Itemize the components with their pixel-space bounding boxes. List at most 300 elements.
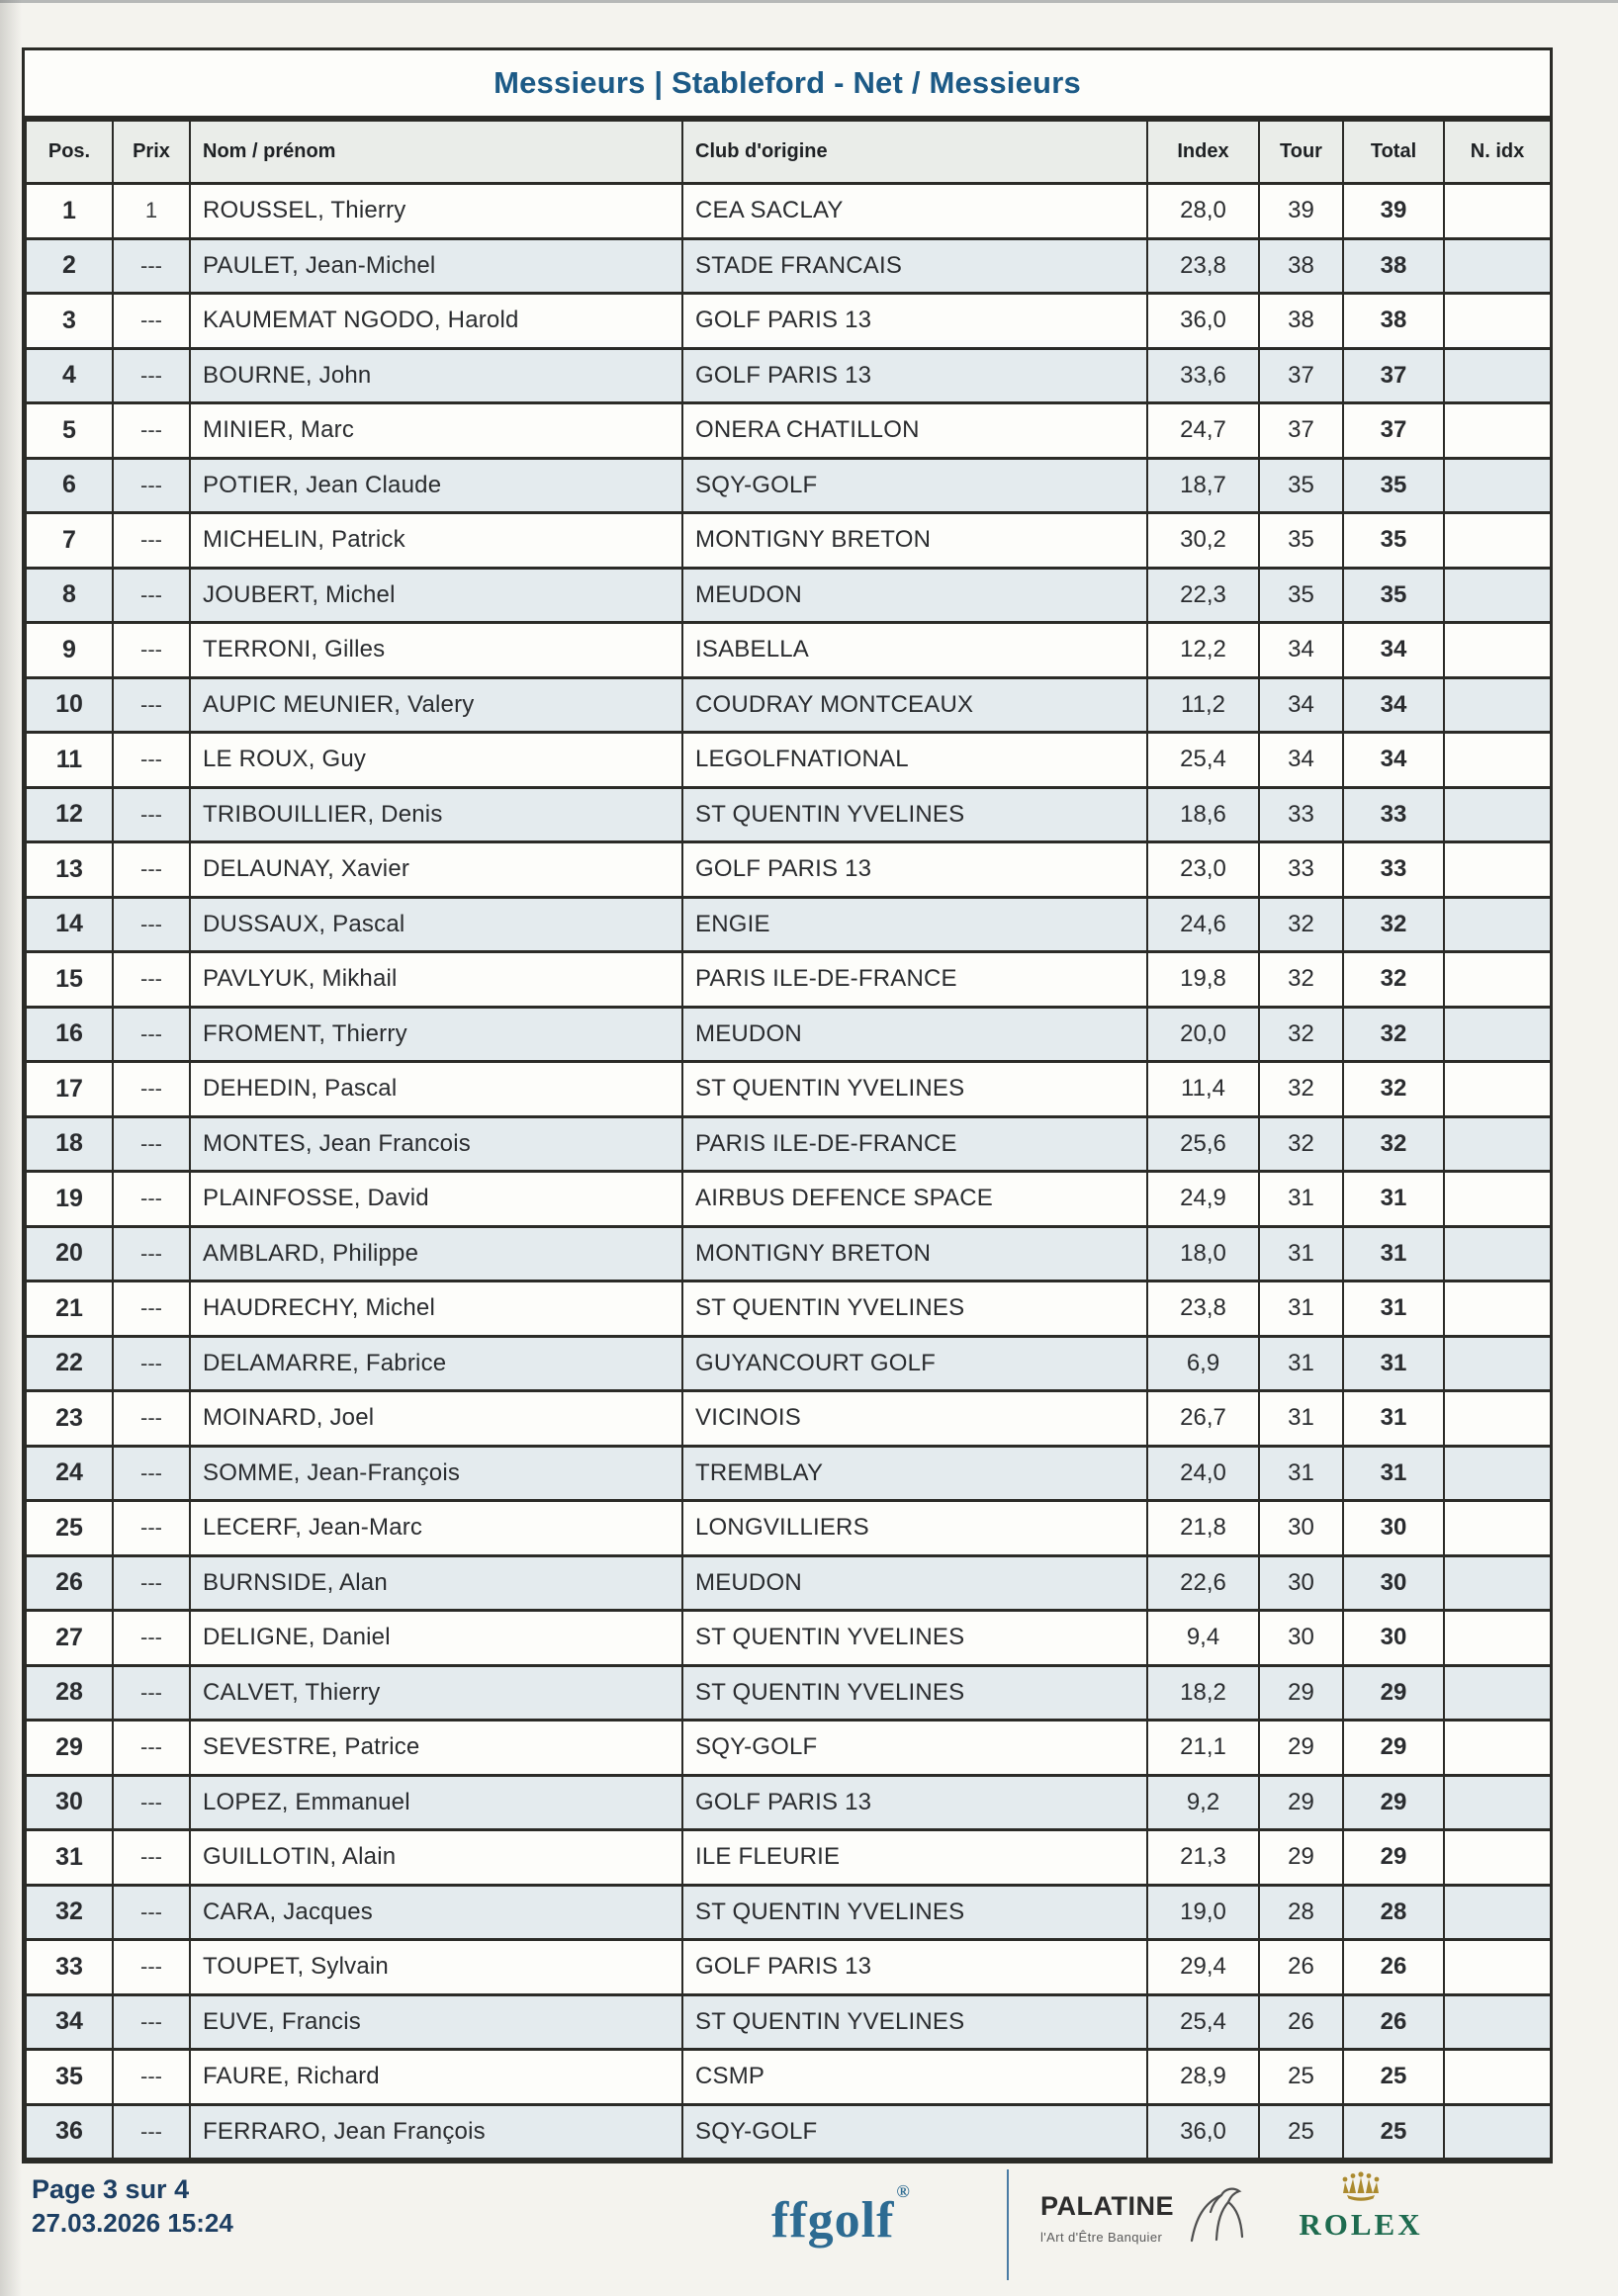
cell-player-name: PAVLYUK, Mikhail <box>190 952 682 1008</box>
cell-tour: 26 <box>1259 1940 1343 1995</box>
cell-tour: 31 <box>1259 1391 1343 1447</box>
cell-total: 31 <box>1343 1281 1444 1337</box>
palatine-tagline: l'Art d'Être Banquier <box>1040 2230 1163 2245</box>
cell-index: 23,0 <box>1147 842 1259 898</box>
column-header-pos: Pos. <box>26 121 113 184</box>
column-header-nidx: N. idx <box>1444 121 1551 184</box>
cell-new-index <box>1444 403 1551 459</box>
cell-total: 29 <box>1343 1721 1444 1776</box>
cell-tour: 30 <box>1259 1501 1343 1556</box>
cell-total: 32 <box>1343 897 1444 952</box>
cell-new-index <box>1444 1446 1551 1501</box>
cell-tour: 31 <box>1259 1446 1343 1501</box>
cell-total: 39 <box>1343 184 1444 239</box>
table-row <box>26 733 1551 788</box>
rolex-logo <box>1292 2171 1430 2243</box>
footer-divider <box>1007 2169 1009 2280</box>
column-header-prix: Prix <box>113 121 190 184</box>
cell-tour: 28 <box>1259 1885 1343 1940</box>
cell-prize: --- <box>113 1611 190 1666</box>
scan-edge-artifact <box>0 0 1618 3</box>
column-header-total: Total <box>1343 121 1444 184</box>
cell-new-index <box>1444 897 1551 952</box>
cell-player-name: PAULET, Jean-Michel <box>190 238 682 294</box>
cell-player-name: AUPIC MEUNIER, Valery <box>190 677 682 733</box>
cell-index: 25,4 <box>1147 1994 1259 2050</box>
cell-position: 34 <box>26 1994 113 2050</box>
cell-club: MEUDON <box>682 1007 1147 1062</box>
cell-tour: 32 <box>1259 897 1343 952</box>
table-row <box>26 1336 1551 1391</box>
cell-position: 8 <box>26 568 113 623</box>
cell-player-name: SEVESTRE, Patrice <box>190 1721 682 1776</box>
table-row <box>26 1775 1551 1830</box>
cell-new-index <box>1444 1007 1551 1062</box>
cell-player-name: LECERF, Jean-Marc <box>190 1501 682 1556</box>
results-table-container <box>22 47 1553 2164</box>
cell-position: 33 <box>26 1940 113 1995</box>
registered-mark-icon: ® <box>896 2181 911 2201</box>
cell-player-name: BOURNE, John <box>190 348 682 403</box>
cell-new-index <box>1444 1501 1551 1556</box>
cell-index: 9,2 <box>1147 1775 1259 1830</box>
cell-club: PARIS ILE-DE-FRANCE <box>682 952 1147 1008</box>
cell-position: 22 <box>26 1336 113 1391</box>
cell-tour: 35 <box>1259 513 1343 569</box>
cell-position: 7 <box>26 513 113 569</box>
cell-prize: --- <box>113 1665 190 1721</box>
cell-index: 26,7 <box>1147 1391 1259 1447</box>
cell-position: 31 <box>26 1830 113 1886</box>
cell-total: 35 <box>1343 513 1444 569</box>
table-row <box>26 1062 1551 1117</box>
cell-total: 29 <box>1343 1665 1444 1721</box>
cell-new-index <box>1444 1940 1551 1995</box>
cell-position: 23 <box>26 1391 113 1447</box>
column-header-name: Nom / prénom <box>190 121 682 184</box>
cell-club: GOLF PARIS 13 <box>682 842 1147 898</box>
cell-club: VICINOIS <box>682 1391 1147 1447</box>
cell-index: 20,0 <box>1147 1007 1259 1062</box>
page-number: Page 3 sur 4 <box>32 2174 190 2204</box>
cell-index: 24,0 <box>1147 1446 1259 1501</box>
cell-index: 18,0 <box>1147 1226 1259 1281</box>
table-row <box>26 1721 1551 1776</box>
cell-index: 9,4 <box>1147 1611 1259 1666</box>
cell-club: ST QUENTIN YVELINES <box>682 1665 1147 1721</box>
cell-club: LONGVILLIERS <box>682 1501 1147 1556</box>
cell-index: 21,3 <box>1147 1830 1259 1886</box>
cell-tour: 26 <box>1259 1994 1343 2050</box>
rolex-wordmark: ROLEX <box>1299 2207 1423 2242</box>
table-row <box>26 1116 1551 1172</box>
table-row <box>26 1446 1551 1501</box>
cell-index: 18,6 <box>1147 787 1259 842</box>
cell-prize: --- <box>113 733 190 788</box>
cell-total: 31 <box>1343 1226 1444 1281</box>
cell-position: 30 <box>26 1775 113 1830</box>
cell-new-index <box>1444 677 1551 733</box>
cell-prize: 1 <box>113 184 190 239</box>
cell-club: MONTIGNY BRETON <box>682 1226 1147 1281</box>
cell-total: 34 <box>1343 623 1444 678</box>
scan-shadow-left <box>0 0 22 2296</box>
cell-index: 21,1 <box>1147 1721 1259 1776</box>
cell-total: 31 <box>1343 1172 1444 1227</box>
cell-position: 6 <box>26 458 113 513</box>
cell-total: 38 <box>1343 238 1444 294</box>
table-row <box>26 238 1551 294</box>
cell-tour: 29 <box>1259 1830 1343 1886</box>
cell-total: 38 <box>1343 294 1444 349</box>
cell-prize: --- <box>113 403 190 459</box>
cell-club: LEGOLFNATIONAL <box>682 733 1147 788</box>
table-row <box>26 677 1551 733</box>
cell-new-index <box>1444 238 1551 294</box>
cell-position: 12 <box>26 787 113 842</box>
cell-index: 22,6 <box>1147 1555 1259 1611</box>
cell-tour: 29 <box>1259 1721 1343 1776</box>
cell-index: 23,8 <box>1147 238 1259 294</box>
footer-page-info <box>32 2173 233 2239</box>
cell-position: 13 <box>26 842 113 898</box>
cell-club: MEUDON <box>682 1555 1147 1611</box>
cell-player-name: HAUDRECHY, Michel <box>190 1281 682 1337</box>
cell-new-index <box>1444 2104 1551 2160</box>
cell-prize: --- <box>113 1940 190 1995</box>
cell-club: GOLF PARIS 13 <box>682 1940 1147 1995</box>
cell-prize: --- <box>113 2050 190 2105</box>
cell-index: 36,0 <box>1147 294 1259 349</box>
cell-prize: --- <box>113 1007 190 1062</box>
cell-new-index <box>1444 1062 1551 1117</box>
cell-position: 11 <box>26 733 113 788</box>
cell-index: 28,0 <box>1147 184 1259 239</box>
cell-player-name: TOUPET, Sylvain <box>190 1940 682 1995</box>
cell-new-index <box>1444 1665 1551 1721</box>
cell-tour: 32 <box>1259 1007 1343 1062</box>
cell-player-name: MICHELIN, Patrick <box>190 513 682 569</box>
cell-new-index <box>1444 1336 1551 1391</box>
cell-player-name: FERRARO, Jean François <box>190 2104 682 2160</box>
cell-club: AIRBUS DEFENCE SPACE <box>682 1172 1147 1227</box>
page-footer <box>0 2171 1618 2296</box>
cell-tour: 32 <box>1259 952 1343 1008</box>
cell-index: 36,0 <box>1147 2104 1259 2160</box>
cell-club: CSMP <box>682 2050 1147 2105</box>
cell-total: 31 <box>1343 1336 1444 1391</box>
table-row <box>26 1555 1551 1611</box>
cell-index: 24,9 <box>1147 1172 1259 1227</box>
results-table <box>25 119 1552 2161</box>
cell-position: 5 <box>26 403 113 459</box>
cell-new-index <box>1444 2050 1551 2105</box>
cell-tour: 31 <box>1259 1336 1343 1391</box>
cell-player-name: SOMME, Jean-François <box>190 1446 682 1501</box>
cell-position: 3 <box>26 294 113 349</box>
cell-player-name: PLAINFOSSE, David <box>190 1172 682 1227</box>
table-row <box>26 294 1551 349</box>
cell-club: GOLF PARIS 13 <box>682 348 1147 403</box>
cell-total: 30 <box>1343 1555 1444 1611</box>
cell-tour: 29 <box>1259 1665 1343 1721</box>
cell-new-index <box>1444 1775 1551 1830</box>
palatine-horse-icon <box>1184 2183 1251 2249</box>
cell-new-index <box>1444 1611 1551 1666</box>
table-row <box>26 2050 1551 2105</box>
table-row <box>26 1007 1551 1062</box>
cell-position: 25 <box>26 1501 113 1556</box>
cell-player-name: POTIER, Jean Claude <box>190 458 682 513</box>
cell-total: 30 <box>1343 1611 1444 1666</box>
cell-prize: --- <box>113 1226 190 1281</box>
palatine-wordmark: PALATINE <box>1040 2191 1174 2221</box>
cell-player-name: LE ROUX, Guy <box>190 733 682 788</box>
cell-total: 35 <box>1343 458 1444 513</box>
cell-position: 19 <box>26 1172 113 1227</box>
cell-player-name: JOUBERT, Michel <box>190 568 682 623</box>
cell-total: 26 <box>1343 1994 1444 2050</box>
cell-tour: 38 <box>1259 238 1343 294</box>
cell-total: 26 <box>1343 1940 1444 1995</box>
cell-prize: --- <box>113 623 190 678</box>
cell-new-index <box>1444 513 1551 569</box>
cell-index: 21,8 <box>1147 1501 1259 1556</box>
cell-club: ST QUENTIN YVELINES <box>682 1611 1147 1666</box>
cell-player-name: DELIGNE, Daniel <box>190 1611 682 1666</box>
cell-prize: --- <box>113 513 190 569</box>
cell-prize: --- <box>113 1721 190 1776</box>
cell-position: 9 <box>26 623 113 678</box>
cell-club: SQY-GOLF <box>682 1721 1147 1776</box>
cell-player-name: MONTES, Jean Francois <box>190 1116 682 1172</box>
cell-total: 29 <box>1343 1775 1444 1830</box>
cell-player-name: MOINARD, Joel <box>190 1391 682 1447</box>
cell-tour: 37 <box>1259 348 1343 403</box>
cell-index: 18,2 <box>1147 1665 1259 1721</box>
cell-player-name: DELAMARRE, Fabrice <box>190 1336 682 1391</box>
cell-club: MONTIGNY BRETON <box>682 513 1147 569</box>
cell-prize: --- <box>113 1775 190 1830</box>
table-row <box>26 787 1551 842</box>
cell-new-index <box>1444 1172 1551 1227</box>
cell-position: 26 <box>26 1555 113 1611</box>
cell-tour: 30 <box>1259 1611 1343 1666</box>
cell-total: 32 <box>1343 1116 1444 1172</box>
cell-total: 31 <box>1343 1446 1444 1501</box>
table-row <box>26 1391 1551 1447</box>
cell-prize: --- <box>113 1830 190 1886</box>
cell-total: 35 <box>1343 568 1444 623</box>
cell-club: ST QUENTIN YVELINES <box>682 787 1147 842</box>
cell-prize: --- <box>113 348 190 403</box>
cell-tour: 30 <box>1259 1555 1343 1611</box>
cell-prize: --- <box>113 1501 190 1556</box>
cell-index: 25,4 <box>1147 733 1259 788</box>
cell-total: 32 <box>1343 1007 1444 1062</box>
column-header-club: Club d'origine <box>682 121 1147 184</box>
cell-new-index <box>1444 952 1551 1008</box>
cell-prize: --- <box>113 842 190 898</box>
cell-prize: --- <box>113 238 190 294</box>
cell-tour: 34 <box>1259 623 1343 678</box>
cell-new-index <box>1444 458 1551 513</box>
cell-club: SQY-GOLF <box>682 458 1147 513</box>
cell-prize: --- <box>113 952 190 1008</box>
cell-prize: --- <box>113 1062 190 1117</box>
cell-total: 32 <box>1343 952 1444 1008</box>
cell-tour: 31 <box>1259 1172 1343 1227</box>
cell-index: 25,6 <box>1147 1116 1259 1172</box>
header-row <box>26 121 1551 184</box>
cell-player-name: GUILLOTIN, Alain <box>190 1830 682 1886</box>
cell-prize: --- <box>113 1336 190 1391</box>
cell-tour: 39 <box>1259 184 1343 239</box>
cell-total: 37 <box>1343 348 1444 403</box>
cell-new-index <box>1444 1281 1551 1337</box>
cell-tour: 35 <box>1259 458 1343 513</box>
cell-new-index <box>1444 623 1551 678</box>
rolex-crown-icon <box>1337 2171 1385 2203</box>
cell-new-index <box>1444 1830 1551 1886</box>
cell-position: 17 <box>26 1062 113 1117</box>
cell-total: 30 <box>1343 1501 1444 1556</box>
cell-total: 25 <box>1343 2050 1444 2105</box>
cell-new-index <box>1444 1721 1551 1776</box>
cell-club: ILE FLEURIE <box>682 1830 1147 1886</box>
cell-index: 28,9 <box>1147 2050 1259 2105</box>
cell-tour: 25 <box>1259 2104 1343 2160</box>
cell-player-name: TERRONI, Gilles <box>190 623 682 678</box>
cell-position: 18 <box>26 1116 113 1172</box>
cell-position: 35 <box>26 2050 113 2105</box>
page-title: Messieurs | Stableford - Net / Messieurs <box>494 65 1081 100</box>
cell-tour: 31 <box>1259 1281 1343 1337</box>
cell-position: 28 <box>26 1665 113 1721</box>
cell-prize: --- <box>113 1172 190 1227</box>
cell-prize: --- <box>113 2104 190 2160</box>
cell-prize: --- <box>113 787 190 842</box>
column-header-index: Index <box>1147 121 1259 184</box>
cell-club: MEUDON <box>682 568 1147 623</box>
cell-index: 24,6 <box>1147 897 1259 952</box>
cell-position: 10 <box>26 677 113 733</box>
cell-position: 36 <box>26 2104 113 2160</box>
cell-player-name: MINIER, Marc <box>190 403 682 459</box>
cell-new-index <box>1444 733 1551 788</box>
table-row <box>26 1830 1551 1886</box>
table-row <box>26 2104 1551 2160</box>
cell-position: 15 <box>26 952 113 1008</box>
cell-prize: --- <box>113 1885 190 1940</box>
cell-tour: 31 <box>1259 1226 1343 1281</box>
cell-player-name: CALVET, Thierry <box>190 1665 682 1721</box>
table-row <box>26 513 1551 569</box>
cell-club: ST QUENTIN YVELINES <box>682 1994 1147 2050</box>
table-row <box>26 1940 1551 1995</box>
cell-club: STADE FRANCAIS <box>682 238 1147 294</box>
cell-index: 30,2 <box>1147 513 1259 569</box>
ffgolf-logo <box>771 2181 911 2250</box>
cell-index: 24,7 <box>1147 403 1259 459</box>
cell-club: GOLF PARIS 13 <box>682 1775 1147 1830</box>
cell-prize: --- <box>113 1116 190 1172</box>
title-bar <box>25 50 1550 119</box>
cell-player-name: CARA, Jacques <box>190 1885 682 1940</box>
cell-player-name: EUVE, Francis <box>190 1994 682 2050</box>
cell-new-index <box>1444 184 1551 239</box>
cell-player-name: DUSSAUX, Pascal <box>190 897 682 952</box>
cell-player-name: BURNSIDE, Alan <box>190 1555 682 1611</box>
table-row <box>26 897 1551 952</box>
table-row <box>26 1501 1551 1556</box>
cell-index: 6,9 <box>1147 1336 1259 1391</box>
cell-new-index <box>1444 348 1551 403</box>
cell-tour: 38 <box>1259 294 1343 349</box>
cell-index: 23,8 <box>1147 1281 1259 1337</box>
cell-tour: 33 <box>1259 842 1343 898</box>
cell-index: 29,4 <box>1147 1940 1259 1995</box>
table-row <box>26 842 1551 898</box>
cell-prize: --- <box>113 458 190 513</box>
cell-tour: 34 <box>1259 677 1343 733</box>
cell-tour: 33 <box>1259 787 1343 842</box>
cell-prize: --- <box>113 294 190 349</box>
print-datetime: 27.03.2026 15:24 <box>32 2207 233 2238</box>
cell-new-index <box>1444 842 1551 898</box>
table-row <box>26 403 1551 459</box>
cell-prize: --- <box>113 1281 190 1337</box>
cell-prize: --- <box>113 897 190 952</box>
cell-club: COUDRAY MONTCEAUX <box>682 677 1147 733</box>
cell-total: 37 <box>1343 403 1444 459</box>
table-row <box>26 1994 1551 2050</box>
cell-total: 34 <box>1343 677 1444 733</box>
table-row <box>26 952 1551 1008</box>
table-row <box>26 1665 1551 1721</box>
cell-index: 19,0 <box>1147 1885 1259 1940</box>
palatine-logo <box>1040 2191 1251 2249</box>
cell-new-index <box>1444 568 1551 623</box>
cell-player-name: ROUSSEL, Thierry <box>190 184 682 239</box>
cell-club: PARIS ILE-DE-FRANCE <box>682 1116 1147 1172</box>
cell-new-index <box>1444 1226 1551 1281</box>
table-row <box>26 568 1551 623</box>
cell-player-name: AMBLARD, Philippe <box>190 1226 682 1281</box>
table-row <box>26 623 1551 678</box>
cell-new-index <box>1444 294 1551 349</box>
cell-total: 25 <box>1343 2104 1444 2160</box>
cell-prize: --- <box>113 1446 190 1501</box>
table-row <box>26 1172 1551 1227</box>
cell-index: 11,2 <box>1147 677 1259 733</box>
cell-club: ONERA CHATILLON <box>682 403 1147 459</box>
cell-new-index <box>1444 1885 1551 1940</box>
ffgolf-wordmark: ffgolf <box>771 2192 895 2249</box>
table-row <box>26 348 1551 403</box>
cell-index: 33,6 <box>1147 348 1259 403</box>
cell-club: SQY-GOLF <box>682 2104 1147 2160</box>
cell-tour: 35 <box>1259 568 1343 623</box>
cell-club: GOLF PARIS 13 <box>682 294 1147 349</box>
cell-total: 33 <box>1343 787 1444 842</box>
cell-tour: 32 <box>1259 1116 1343 1172</box>
cell-player-name: DELAUNAY, Xavier <box>190 842 682 898</box>
cell-club: TREMBLAY <box>682 1446 1147 1501</box>
cell-prize: --- <box>113 1391 190 1447</box>
table-row <box>26 1226 1551 1281</box>
cell-position: 20 <box>26 1226 113 1281</box>
